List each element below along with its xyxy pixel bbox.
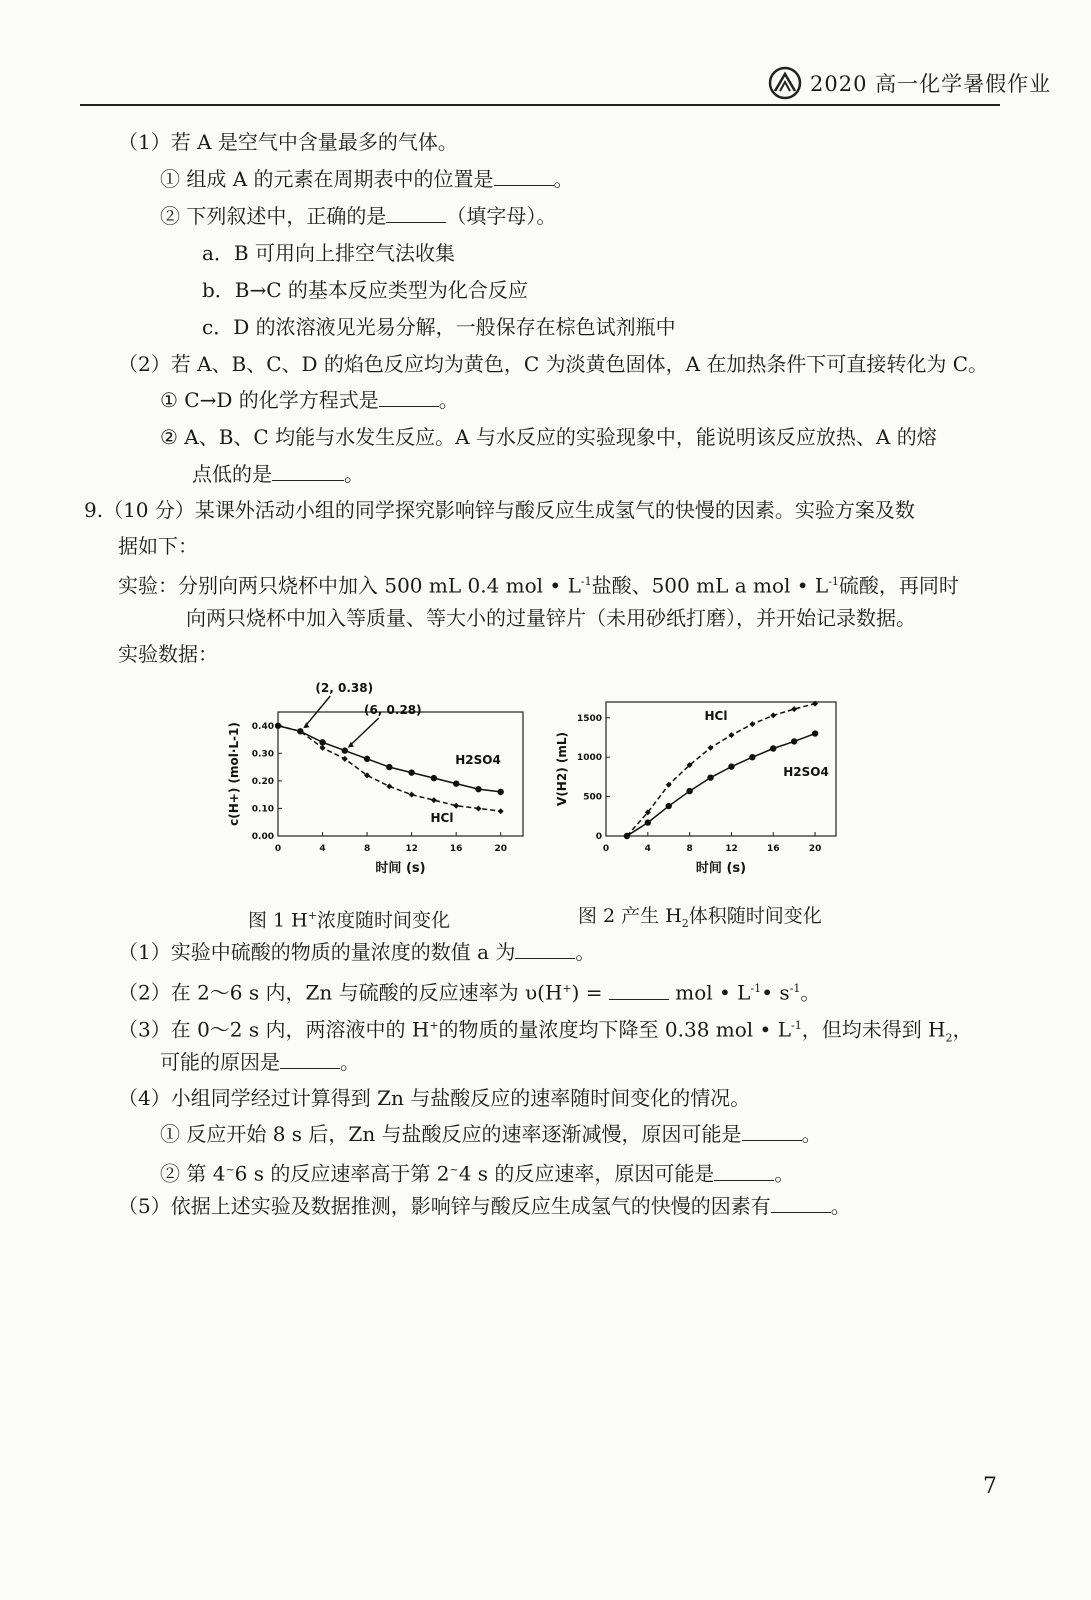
annotation-arrow — [349, 718, 379, 747]
question-1: （1）实验中硫酸的物质的量浓度的数值 a 为 。 — [118, 940, 596, 964]
answer-blank[interactable] — [386, 204, 446, 223]
data-point — [409, 792, 415, 798]
header-rule — [80, 104, 1000, 106]
data-point — [707, 774, 713, 780]
data-point — [624, 833, 630, 839]
chart-h-concentration — [220, 676, 550, 896]
x-tick-label: 12 — [405, 844, 418, 854]
series-label-h2so4: H2SO4 — [783, 765, 829, 779]
x-tick-label: 12 — [725, 844, 738, 854]
data-point — [498, 789, 504, 795]
data-point — [453, 803, 459, 809]
data-point — [791, 738, 797, 744]
data-point — [408, 769, 414, 775]
data-point — [475, 805, 481, 811]
publisher-logo-icon — [768, 66, 802, 100]
data-point — [364, 756, 370, 762]
data-point — [749, 754, 755, 760]
line-3: ② 下列叙述中，正确的是 （填字母）。 — [160, 204, 557, 228]
data-point — [431, 775, 437, 781]
answer-blank[interactable] — [280, 1050, 340, 1069]
data-point — [386, 783, 392, 789]
data-point — [749, 721, 755, 727]
data-point — [812, 730, 818, 736]
series-label-hcl: HCl — [704, 709, 728, 723]
data-point — [342, 756, 348, 762]
data-point — [320, 745, 326, 751]
question-3: （3）在 0～2 s 内，两溶液中的 H+的物质的量浓度均下降至 0.38 mol • $L^{-1}$，但均未得到 $H_2$， — [118, 1017, 973, 1045]
y-axis-label: V(H2) (mL) — [555, 732, 569, 806]
question-4: （4）小组同学经过计算得到 Zn 与盐酸反应的速率随时间变化的情况。 — [118, 1086, 751, 1110]
y-tick-label: 0.00 — [251, 832, 274, 842]
question-9-intro: 9.（10 分）某课外活动小组的同学探究影响锌与酸反应生成氢气的快慢的因素。实验方案及数 — [84, 498, 915, 522]
annotation-label: (2, 0.38) — [315, 681, 374, 695]
y-tick-label: 0 — [595, 832, 602, 842]
data-point — [728, 732, 734, 738]
data-point — [770, 712, 776, 718]
option-b: b．B→C 的基本反应类型为化合反应 — [202, 278, 528, 302]
y-tick-label: 0.20 — [251, 776, 274, 787]
series-label-hcl: HCl — [430, 811, 454, 825]
y-tick-label: 500 — [583, 792, 602, 803]
data-label: 实验数据： — [118, 642, 218, 666]
answer-blank[interactable] — [515, 940, 575, 959]
line-2: ① 组成 A 的元素在周期表中的位置是 。 — [160, 167, 574, 191]
experiment-line: 实验：分别向两只烧杯中加入 500 mL 0.4 mol • $L^{-1}$盐酸、500 mL a mol • $L^{-1}$硫酸，再同时 — [118, 573, 959, 598]
data-point — [666, 782, 672, 788]
x-tick-label: 0 — [602, 844, 610, 854]
x-tick-label: 20 — [494, 844, 507, 854]
answer-blank[interactable] — [771, 1194, 831, 1213]
x-tick-label: 0 — [274, 844, 282, 854]
y-axis-label: c(H+) (mol·L-1) — [227, 722, 241, 826]
figure-2-caption: 图 2 产生 $H_2$体积随时间变化 — [578, 905, 822, 930]
data-point — [791, 706, 797, 712]
x-axis-label: 时间 (s) — [375, 861, 426, 876]
x-axis-label: 时间 (s) — [695, 861, 747, 876]
answer-blank[interactable] — [494, 167, 554, 186]
plot-frame — [278, 712, 523, 836]
data-point — [666, 803, 672, 809]
y-tick-label: 0.10 — [251, 804, 274, 815]
data-point — [342, 747, 348, 753]
figure-1-caption: 图 1 H+浓度随时间变化 — [248, 909, 450, 932]
line-8: ① C→D 的化学方程式是 。 — [160, 388, 459, 412]
series-line-H2SO4 — [627, 734, 815, 836]
chart-h2-volume — [548, 676, 848, 896]
page-header — [768, 66, 1051, 100]
data-point — [645, 819, 651, 825]
question-4a: ① 反应开始 8 s 后，Zn 与盐酸反应的速率逐渐减慢，原因可能是 。 — [160, 1122, 822, 1146]
option-a: a．B 可用向上排空气法收集 — [202, 241, 455, 265]
line-1: （1）若 A 是空气中含量最多的气体。 — [118, 130, 458, 154]
data-point — [453, 780, 459, 786]
x-tick-label: 8 — [686, 844, 693, 854]
question-5: （5）依据上述实验及数据推测，影响锌与酸反应生成氢气的快慢的因素有 。 — [118, 1194, 851, 1218]
x-tick-label: 20 — [808, 844, 822, 854]
x-tick-label: 16 — [767, 844, 780, 854]
question-3b: 可能的原因是 。 — [160, 1050, 360, 1074]
data-point — [498, 808, 504, 814]
data-point — [319, 739, 325, 745]
x-tick-label: 4 — [319, 844, 326, 854]
series-label-h2so4: H2SO4 — [455, 753, 501, 767]
y-tick-label: 0.40 — [251, 721, 274, 732]
page-number: 7 — [983, 1474, 997, 1499]
data-point — [431, 797, 437, 803]
data-point — [386, 764, 392, 770]
x-tick-label: 16 — [449, 844, 463, 854]
x-tick-label: 8 — [363, 844, 371, 854]
answer-blank[interactable] — [379, 388, 439, 407]
header-title: 2020 高一化学暑假作业 — [810, 72, 1052, 96]
line-12: 据如下： — [118, 534, 198, 558]
data-point — [728, 763, 734, 769]
answer-blank[interactable] — [714, 1162, 774, 1181]
question-4b: ② 第 4~6 s 的反应速率高于第 2~4 s 的反应速率，原因可能是 。 — [160, 1161, 795, 1186]
data-point — [686, 788, 692, 794]
question-2: （2）在 2～6 s 内，Zn 与硫酸的反应速率为 υ(H+) = mol • $L^{-1}•$ $s^{-1}$。 — [118, 980, 821, 1005]
y-tick-label: 1500 — [576, 713, 602, 724]
line-7: （2）若 A、B、C、D 的焰色反应均为黄色，C 为淡黄色固体，A 在加热条件下可直接转化为 C。 — [118, 352, 989, 376]
data-point — [475, 786, 481, 792]
line-14: 向两只烧杯中加入等质量、等大小的过量锌片（未用砂纸打磨），并开始记录数据。 — [186, 606, 916, 630]
y-tick-label: 1000 — [576, 753, 602, 764]
x-tick-label: 4 — [644, 844, 651, 854]
y-tick-label: 0.30 — [251, 749, 274, 760]
line-9: ② A、B、C 均能与水发生反应。A 与水反应的实验现象中，能说明该反应放热、A 的熔 — [160, 425, 937, 449]
answer-blank[interactable] — [272, 462, 344, 481]
answer-blank[interactable] — [609, 981, 669, 1000]
line-10: 点低的是 。 — [192, 462, 364, 486]
option-c: c．D 的浓溶液见光易分解，一般保存在棕色试剂瓶中 — [202, 315, 676, 339]
data-point — [770, 745, 776, 751]
annotation-label: (6, 0.28) — [363, 703, 422, 717]
answer-blank[interactable] — [742, 1122, 802, 1141]
